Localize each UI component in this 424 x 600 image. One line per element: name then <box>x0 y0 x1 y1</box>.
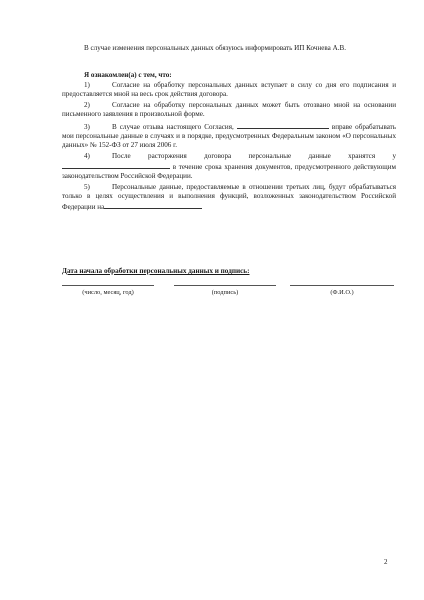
list-item <box>62 121 396 150</box>
list-item <box>62 81 396 99</box>
page-number: 2 <box>384 558 388 566</box>
item-number: 5) <box>84 183 90 191</box>
item-number: 2) <box>84 101 90 109</box>
item-number: 4) <box>84 152 90 160</box>
date-line <box>62 285 154 286</box>
full-name-caption: (Ф.И.О.) <box>330 289 354 296</box>
blank-field-operator <box>237 121 329 129</box>
item-text: Персональные данные, предоставляемые в отношении третьих лиц, будут обрабатываться только в целях осуществления и выполнения функций, возложенных законодательством Российской Федерации на <box>62 183 396 211</box>
date-signature-title: Дата начала обработки персональных данных и подпись: <box>62 267 250 275</box>
ack-heading: Я ознакомлен(а) с тем, что: <box>84 71 172 79</box>
item-number: 1) <box>84 81 90 89</box>
blank-field-storage-holder <box>62 161 170 169</box>
item-number: 3) <box>84 123 90 131</box>
signature-caption: (подпись) <box>211 289 239 296</box>
item-text: в течение срока хранения документов, предусмотренного действующим законодательством Российской Федерации. <box>62 163 397 180</box>
list-item <box>62 152 396 181</box>
item-text: вправе обрабатывать мои персональные данные в случаях и в порядке, предусмотренных Федеральным законом «О персональных данных» № 152-ФЗ от 27 июля 2006 г. <box>62 123 397 149</box>
item-text: После расторжения договора персональные данные хранятся у <box>112 152 396 160</box>
date-caption: (число, месяц, год) <box>82 289 134 296</box>
paragraph-change-notice: В случае изменения персональных данных обязуюсь информировать ИП Кочнева А.В. <box>84 44 347 52</box>
list-item <box>62 183 396 212</box>
item-text: В случае отзыва настоящего Согласия, <box>112 123 234 131</box>
full-name-line <box>290 285 394 286</box>
blank-field-third-party <box>104 201 202 209</box>
item-text: Согласие на обработку персональных данных вступает в силу со дня его подписания и предоставляется мной на весь срок действия договора. <box>62 81 396 98</box>
list-item <box>62 101 396 119</box>
ack-items-list <box>62 81 396 212</box>
item-text: Согласие на обработку персональных данных может быть отозвано мной на основании письменного заявления в произвольной форме. <box>62 101 396 118</box>
signature-line <box>174 285 276 286</box>
